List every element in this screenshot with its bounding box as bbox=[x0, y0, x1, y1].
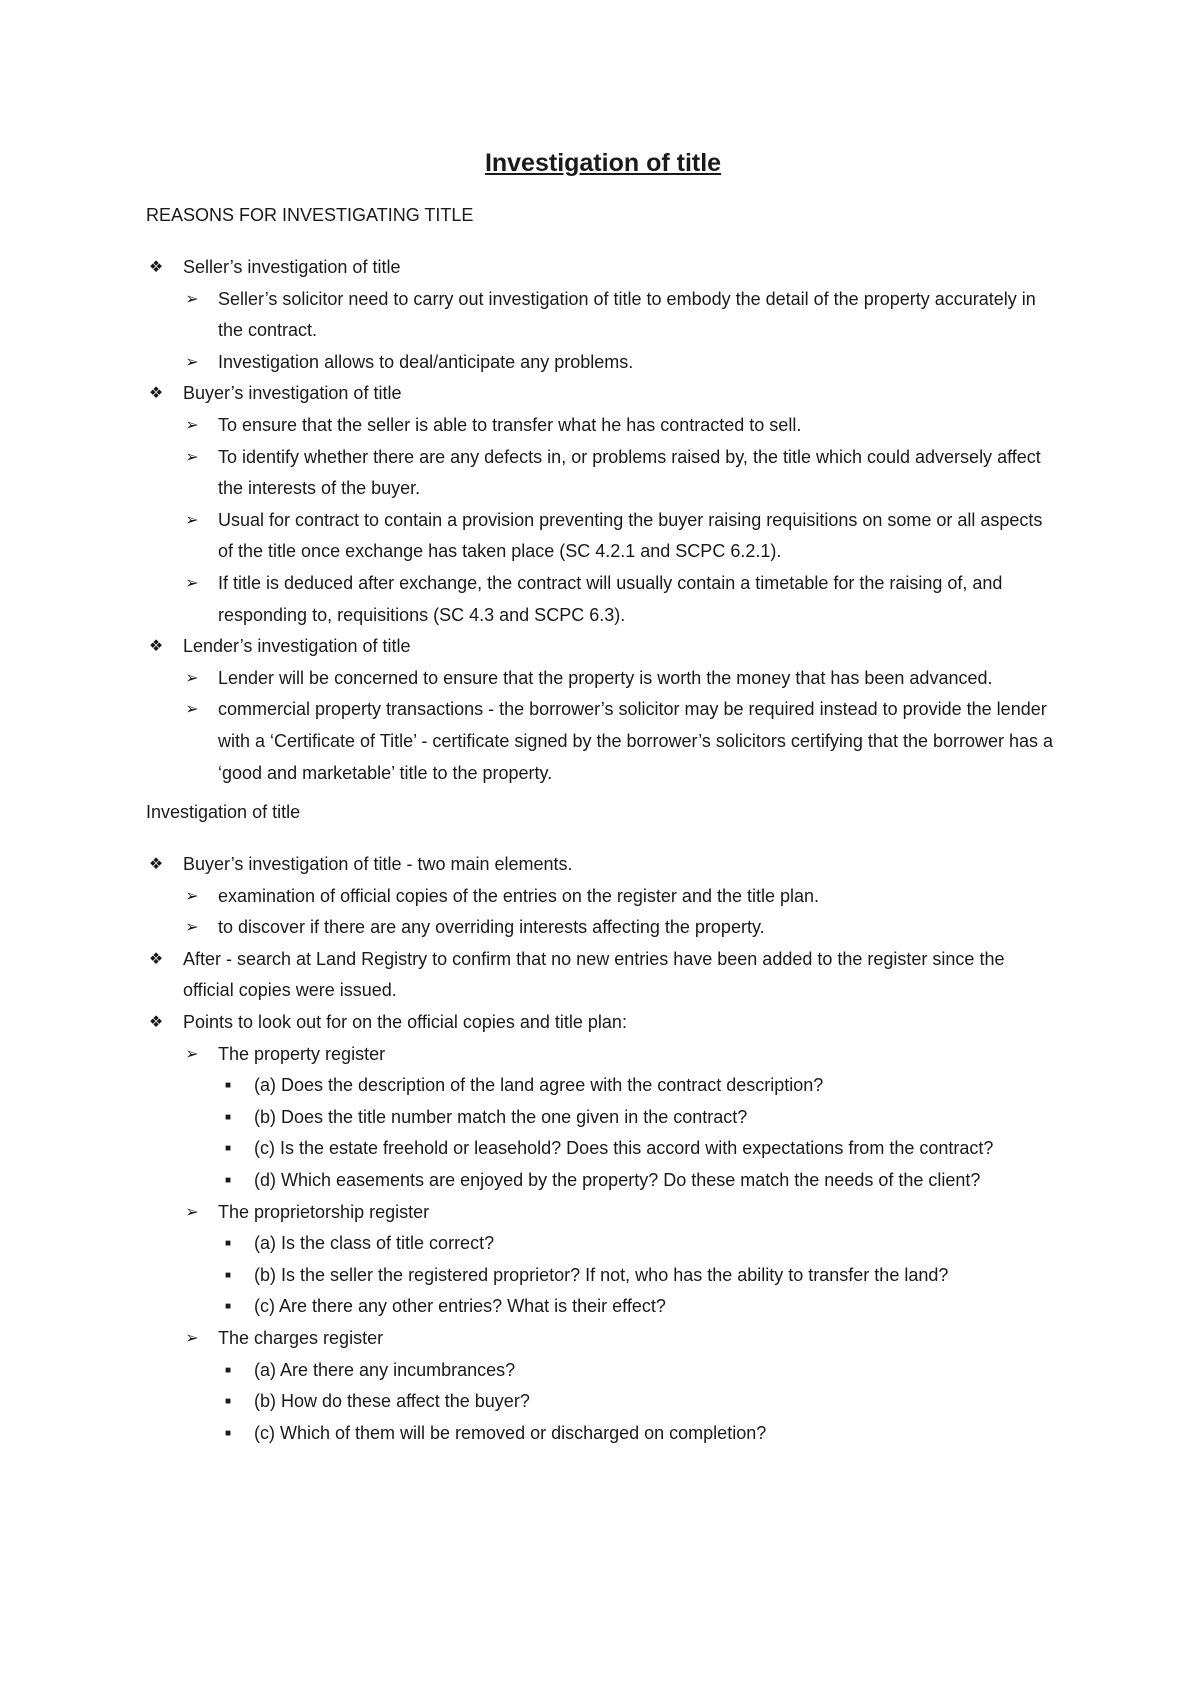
sub-sub-list-item bbox=[146, 1418, 1060, 1450]
sub-list-item bbox=[146, 663, 1060, 695]
list-item-text: examination of official copies of the entries on the register and the title plan. bbox=[218, 885, 820, 906]
sub-list-item bbox=[146, 410, 1060, 442]
sub-list-item bbox=[146, 912, 1060, 944]
list-item-text: (a) Are there any incumbrances? bbox=[254, 1359, 516, 1380]
sub-sub-list-item bbox=[146, 1165, 1060, 1197]
list-item-text: Investigation allows to deal/anticipate any problems. bbox=[218, 351, 634, 372]
arrowhead-bullet-icon: ➢ bbox=[185, 290, 199, 308]
square-bullet-icon: ■ bbox=[224, 1364, 232, 1376]
list-item-text: The charges register bbox=[218, 1328, 384, 1348]
list-item-text: After - search at Land Registry to confirm that no new entries have been added to the register since the official copies were issued. bbox=[183, 948, 1005, 1001]
list-item-text: (b) Is the seller the registered proprietor? If not, who has the ability to transfer the land? bbox=[254, 1264, 949, 1285]
sub-list-item bbox=[146, 284, 1060, 347]
list-item bbox=[146, 849, 1060, 881]
list-item-text: To ensure that the seller is able to transfer what he has contracted to sell. bbox=[218, 414, 802, 435]
list-item bbox=[146, 252, 1060, 284]
list-item-text: (c) Is the estate freehold or leasehold? Does this accord with expectations from the contract? bbox=[254, 1138, 994, 1159]
list-item-text: (b) How do these affect the buyer? bbox=[254, 1391, 530, 1412]
sub-sub-list-item bbox=[146, 1070, 1060, 1102]
square-bullet-icon: ■ bbox=[224, 1175, 232, 1187]
sub-sub-list-item bbox=[146, 1102, 1060, 1134]
sub-list-item bbox=[146, 505, 1060, 568]
list-item-text: Lender will be concerned to ensure that the property is worth the money that has been advanced. bbox=[218, 667, 993, 688]
arrowhead-bullet-icon: ➢ bbox=[185, 511, 199, 529]
diamond-bullet-icon: ❖ bbox=[148, 638, 164, 656]
list-item-text: Points to look out for on the official copies and title plan: bbox=[183, 1012, 627, 1033]
arrowhead-bullet-icon: ➢ bbox=[185, 919, 199, 937]
diamond-bullet-icon: ❖ bbox=[148, 856, 164, 874]
sub-list-item bbox=[146, 347, 1060, 379]
list-item-text: The proprietorship register bbox=[218, 1201, 430, 1222]
square-bullet-icon: ■ bbox=[224, 1143, 232, 1155]
list-item-text: (a) Is the class of title correct? bbox=[254, 1233, 495, 1254]
square-bullet-icon: ■ bbox=[224, 1111, 232, 1123]
diamond-bullet-icon: ❖ bbox=[148, 1014, 164, 1032]
arrowhead-bullet-icon: ➢ bbox=[185, 887, 199, 905]
square-bullet-icon: ■ bbox=[224, 1427, 232, 1439]
sub-list-item bbox=[146, 1323, 1060, 1355]
list-item bbox=[146, 631, 1060, 663]
list-item-text: (a) Does the description of the land agree with the contract description? bbox=[254, 1075, 824, 1096]
list-item-text: Buyer’s investigation of title bbox=[183, 383, 402, 404]
list-item-text: (c) Are there any other entries? What is their effect? bbox=[254, 1296, 666, 1317]
arrowhead-bullet-icon: ➢ bbox=[185, 353, 199, 371]
list-item bbox=[146, 1007, 1060, 1039]
sub-list-item bbox=[146, 442, 1060, 505]
section-heading-investigation: Investigation of title bbox=[146, 802, 301, 823]
list-item-text: to discover if there are any overriding interests affecting the property. bbox=[218, 917, 765, 938]
list-item-text: Seller’s solicitor need to carry out investigation of title to embody the detail of the property accurately in the contract. bbox=[218, 288, 1036, 341]
arrowhead-bullet-icon: ➢ bbox=[185, 1045, 199, 1063]
arrowhead-bullet-icon: ➢ bbox=[185, 701, 199, 719]
diamond-bullet-icon: ❖ bbox=[148, 385, 164, 403]
investigation-list bbox=[146, 849, 1060, 1449]
reasons-list bbox=[146, 252, 1060, 789]
square-bullet-icon: ■ bbox=[224, 1396, 232, 1408]
arrowhead-bullet-icon: ➢ bbox=[185, 1330, 199, 1347]
arrowhead-bullet-icon: ➢ bbox=[185, 1203, 199, 1221]
sub-list-item bbox=[146, 694, 1060, 789]
list-item-text: To identify whether there are any defects in, or problems raised by, the title which could adversely affect the interests of the buyer. bbox=[218, 446, 1041, 499]
arrowhead-bullet-icon: ➢ bbox=[185, 669, 199, 687]
square-bullet-icon: ■ bbox=[224, 1238, 232, 1250]
list-item-text: (d) Which easements are enjoyed by the property? Do these match the needs of the client? bbox=[254, 1170, 981, 1191]
list-item bbox=[146, 944, 1060, 1007]
list-item bbox=[146, 378, 1060, 410]
sub-sub-list-item bbox=[146, 1133, 1060, 1165]
list-item-text: Buyer’s investigation of title - two main elements. bbox=[183, 854, 573, 875]
list-item-text: Seller’s investigation of title bbox=[183, 257, 401, 277]
list-item-text: (c) Which of them will be removed or discharged on completion? bbox=[254, 1422, 767, 1443]
list-item-text: If title is deduced after exchange, the contract will usually contain a timetable for the raising of, and responding to, requisitions (SC 4.3 and SCPC 6.3). bbox=[218, 572, 1003, 625]
list-item-text: Usual for contract to contain a provision preventing the buyer raising requisitions on some or all aspects of the title once exchange has taken place (SC 4.2.1 and SCPC 6.2.1). bbox=[218, 509, 1043, 562]
diamond-bullet-icon: ❖ bbox=[148, 259, 164, 276]
sub-list-item bbox=[146, 881, 1060, 913]
sub-sub-list-item bbox=[146, 1291, 1060, 1323]
list-item-text: Lender’s investigation of title bbox=[183, 636, 411, 657]
arrowhead-bullet-icon: ➢ bbox=[185, 448, 199, 466]
arrowhead-bullet-icon: ➢ bbox=[185, 416, 199, 434]
sub-list-item bbox=[146, 568, 1060, 631]
sub-sub-list-item bbox=[146, 1260, 1060, 1292]
sub-sub-list-item bbox=[146, 1228, 1060, 1260]
square-bullet-icon: ■ bbox=[224, 1080, 232, 1092]
list-item-text: The property register bbox=[218, 1043, 386, 1064]
list-item-text: commercial property transactions - the borrower’s solicitor may be required instead to provide the lender with a ‘Certificate of Title’ - certificate signed by the borrower’s solicitors certifying that the borrower has a ‘good and marketable’ title to the property. bbox=[218, 699, 1054, 783]
sub-list-item bbox=[146, 1039, 1060, 1071]
diamond-bullet-icon: ❖ bbox=[148, 950, 164, 968]
sub-sub-list-item bbox=[146, 1355, 1060, 1387]
arrowhead-bullet-icon: ➢ bbox=[185, 574, 199, 592]
section-heading-reasons: REASONS FOR INVESTIGATING TITLE bbox=[146, 205, 474, 225]
sub-sub-list-item bbox=[146, 1386, 1060, 1418]
list-item-text: (b) Does the title number match the one given in the contract? bbox=[254, 1106, 748, 1127]
square-bullet-icon: ■ bbox=[224, 1269, 232, 1281]
page-title: Investigation of title bbox=[484, 149, 722, 177]
square-bullet-icon: ■ bbox=[224, 1301, 232, 1313]
sub-list-item bbox=[146, 1197, 1060, 1229]
